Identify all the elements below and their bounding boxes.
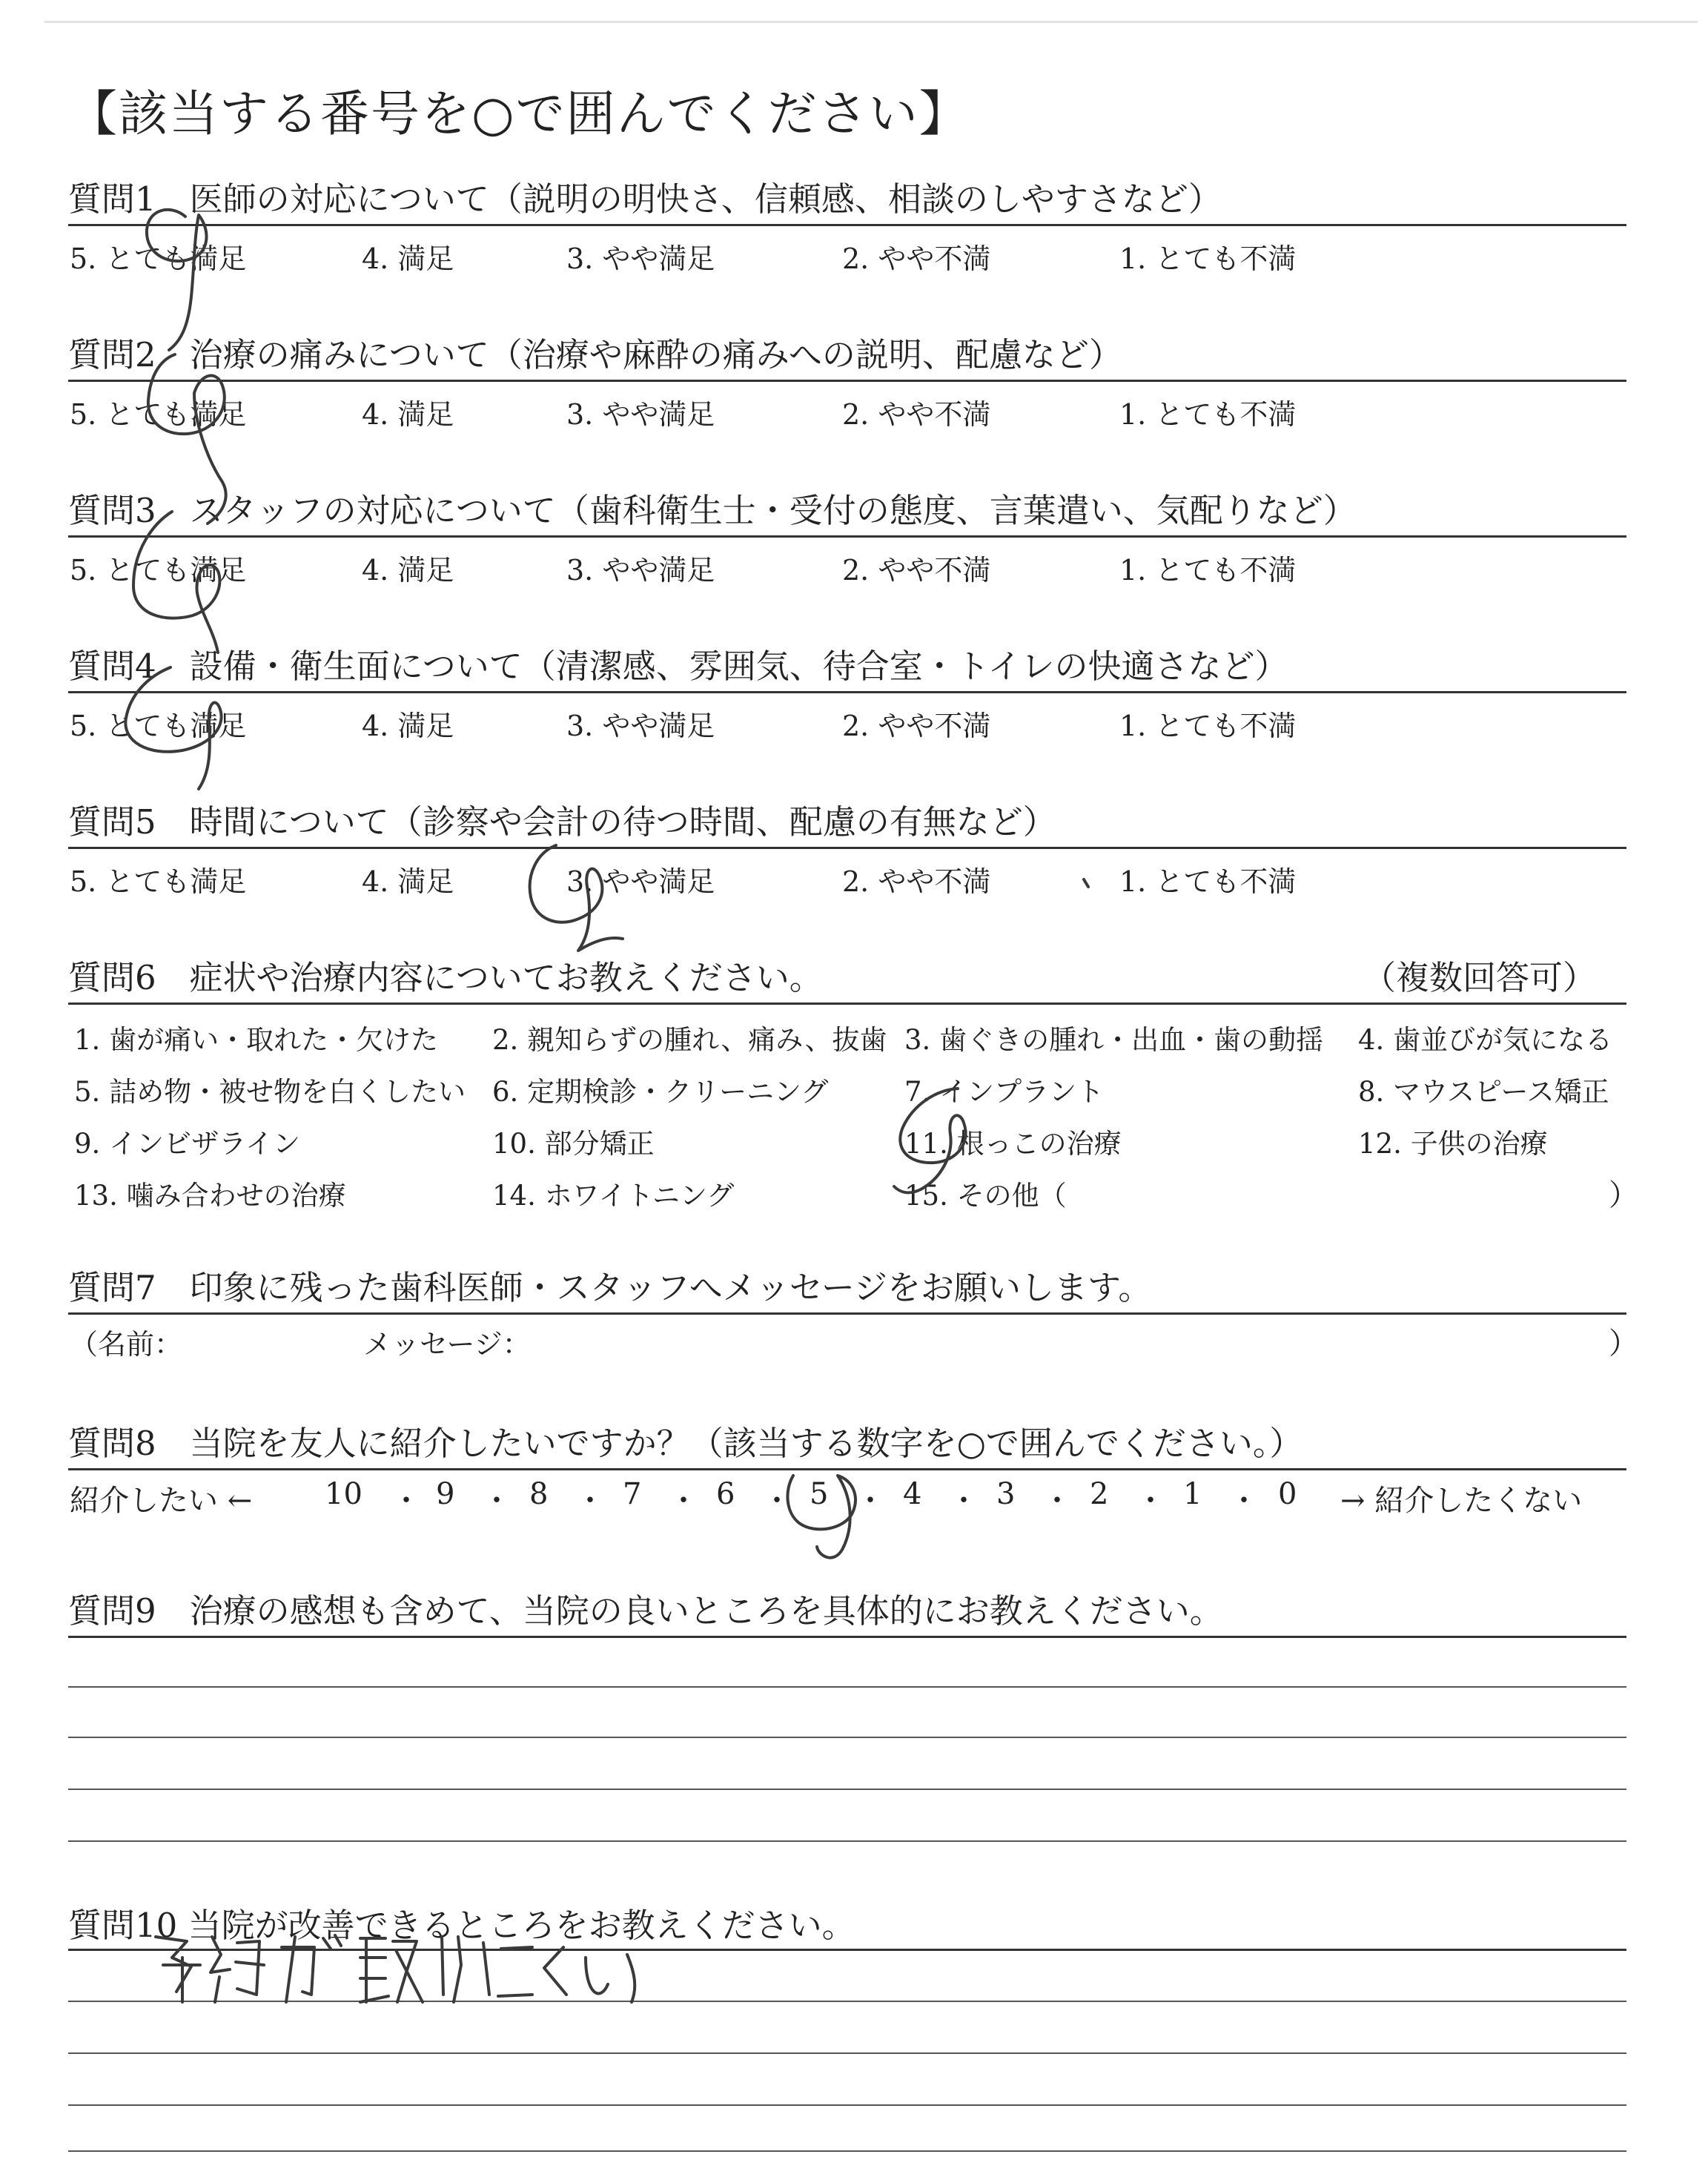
q8-rule (68, 1468, 1626, 1470)
q3-option-2[interactable]: 2. やや不満 (842, 554, 991, 587)
q2-rule (68, 380, 1626, 382)
q1-option-1[interactable]: 1. とても不満 (1119, 242, 1297, 275)
q4-option-4[interactable]: 4. 満足 (362, 710, 454, 742)
q6-item-2[interactable]: 2. 親知らずの腫れ、痛み、抜歯 (492, 1024, 887, 1056)
q8-scale-dot: ・ (1136, 1484, 1165, 1518)
q6-title: 質問6 症状や治療内容についてお教えください。 (68, 958, 823, 997)
q6-item-8[interactable]: 8. マウスピース矯正 (1358, 1076, 1609, 1108)
q9-answer-line[interactable] (68, 1840, 1626, 1842)
q4-option-3[interactable]: 3. やや満足 (566, 710, 715, 742)
q8-scale-0[interactable]: 0 (1278, 1477, 1297, 1511)
q2-option-4[interactable]: 4. 満足 (362, 398, 454, 431)
q4-rule (68, 691, 1626, 693)
q2-option-5[interactable]: 5. とても満足 (70, 398, 247, 431)
q8-scale-dot: ・ (391, 1484, 421, 1518)
q8-scale-10[interactable]: 10 (325, 1477, 363, 1511)
q8-scale-7[interactable]: 7 (623, 1477, 642, 1511)
q3-option-4[interactable]: 4. 満足 (362, 554, 454, 587)
q4-option-2[interactable]: 2. やや不満 (842, 710, 991, 742)
q10-title: 質問10 当院が改善できるところをお教えください。 (68, 1906, 855, 1945)
q3-title: 質問3 スタッフの対応について（歯科衛生士・受付の態度、言葉遣い、気配りなど） (68, 491, 1357, 530)
q10-rule (68, 1949, 1626, 1951)
q6-item-6[interactable]: 6. 定期検診・クリーニング (492, 1076, 829, 1108)
page-title: 【該当する番号を○で囲んでください】 (68, 85, 970, 142)
q6-item-11[interactable]: 11. 根っこの治療 (904, 1128, 1122, 1160)
q7-name-field[interactable]: （名前： (70, 1328, 183, 1361)
q3-option-5[interactable]: 5. とても満足 (70, 554, 247, 587)
q4-option-5[interactable]: 5. とても満足 (70, 710, 247, 742)
q5-option-5[interactable]: 5. とても満足 (70, 865, 247, 898)
q9-rule (68, 1636, 1626, 1638)
q1-title: 質問1 医師の対応について（説明の明快さ、信頼感、相談のしやすさなど） (68, 179, 1222, 219)
q6-item-15-other[interactable]: 15. その他（ (904, 1180, 1067, 1212)
q6-item-14[interactable]: 14. ホワイトニング (492, 1180, 735, 1212)
q2-title: 質問2 治療の痛みについて（治療や麻酔の痛みへの説明、配慮など） (68, 335, 1122, 374)
q6-item-1[interactable]: 1. 歯が痛い・取れた・欠けた (74, 1024, 439, 1056)
q9-answer-line[interactable] (68, 1789, 1626, 1790)
q6-item-3[interactable]: 3. 歯ぐきの腫れ・出血・歯の動揺 (904, 1024, 1324, 1056)
q10-answer-line[interactable] (68, 2150, 1626, 2152)
q10-answer-line[interactable] (68, 2104, 1626, 2106)
q8-scale-right-label: → 紹介したくない (1340, 1484, 1583, 1518)
q8-scale-5[interactable]: 5 (810, 1477, 829, 1511)
q8-scale-dot: ・ (1042, 1484, 1072, 1518)
q8-scale-6[interactable]: 6 (716, 1477, 735, 1511)
q6-multi-answer-note: （複数回答可） (1363, 958, 1597, 997)
q9-answer-line[interactable] (68, 1737, 1626, 1738)
scan-top-edge (44, 21, 1698, 23)
q10-answer-line[interactable] (68, 2001, 1626, 2002)
q6-item-9[interactable]: 9. インビザライン (74, 1128, 300, 1160)
q4-option-1[interactable]: 1. とても不満 (1119, 710, 1297, 742)
q1-rule (68, 224, 1626, 226)
q7-message-field[interactable]: メッセージ： (363, 1328, 531, 1361)
q6-other-close-paren: ） (1609, 1178, 1638, 1212)
q3-option-1[interactable]: 1. とても不満 (1119, 554, 1297, 587)
q5-option-1[interactable]: 1. とても不満 (1119, 865, 1297, 898)
q6-item-10[interactable]: 10. 部分矯正 (492, 1128, 655, 1160)
q5-title: 質問5 時間について（診察や会計の待つ時間、配慮の有無など） (68, 802, 1056, 842)
q8-scale-4[interactable]: 4 (903, 1477, 922, 1511)
q2-option-2[interactable]: 2. やや不満 (842, 398, 991, 431)
q8-scale-dot: ・ (1229, 1484, 1259, 1518)
q2-option-3[interactable]: 3. やや満足 (566, 398, 715, 431)
q8-scale-left-label: 紹介したい ← (70, 1484, 253, 1518)
q2-option-1[interactable]: 1. とても不満 (1119, 398, 1297, 431)
q3-option-3[interactable]: 3. やや満足 (566, 554, 715, 587)
q8-scale-dot: ・ (482, 1484, 512, 1518)
q5-rule (68, 847, 1626, 849)
q5-option-4[interactable]: 4. 満足 (362, 865, 454, 898)
q6-rule (68, 1003, 1626, 1005)
q1-option-4[interactable]: 4. 満足 (362, 242, 454, 275)
q6-item-12[interactable]: 12. 子供の治療 (1358, 1128, 1548, 1160)
q6-item-5[interactable]: 5. 詰め物・被せ物を白くしたい (74, 1076, 466, 1108)
q8-scale-8[interactable]: 8 (529, 1477, 549, 1511)
q8-scale-dot: ・ (949, 1484, 979, 1518)
q1-option-2[interactable]: 2. やや不満 (842, 242, 991, 275)
q8-scale-dot: ・ (855, 1484, 885, 1518)
q7-close-paren: ） (1609, 1327, 1638, 1361)
q6-item-13[interactable]: 13. 噛み合わせの治療 (74, 1180, 346, 1212)
q5-stray-mark (1084, 879, 1088, 887)
q1-option-3[interactable]: 3. やや満足 (566, 242, 715, 275)
q10-answer-line[interactable] (68, 2052, 1626, 2054)
q9-answer-line[interactable] (68, 1686, 1626, 1688)
q1-option-5[interactable]: 5. とても満足 (70, 242, 247, 275)
q7-rule (68, 1312, 1626, 1315)
q4-title: 質問4 設備・衛生面について（清潔感、雰囲気、待合室・トイレの快適さなど） (68, 647, 1288, 686)
q6-item-7[interactable]: 7. インプラント (904, 1076, 1105, 1108)
q6-item-4[interactable]: 4. 歯並びが気になる (1358, 1024, 1613, 1056)
q9-title: 質問9 治療の感想も含めて、当院の良いところを具体的にお教えください。 (68, 1591, 1223, 1631)
q8-scale-3[interactable]: 3 (996, 1477, 1016, 1511)
q8-title: 質問8 当院を友人に紹介したいですか？（該当する数字を○で囲んでください。） (68, 1424, 1303, 1463)
q5-option-3[interactable]: 3. やや満足 (566, 865, 715, 898)
q7-title: 質問7 印象に残った歯科医師・スタッフへメッセージをお願いします。 (68, 1268, 1152, 1307)
q8-scale-1[interactable]: 1 (1183, 1477, 1202, 1511)
q5-option-2[interactable]: 2. やや不満 (842, 865, 991, 898)
q8-scale-dot: ・ (575, 1484, 605, 1518)
q8-scale-dot: ・ (762, 1484, 792, 1518)
q8-scale-9[interactable]: 9 (436, 1477, 455, 1511)
q3-rule (68, 535, 1626, 538)
q8-scale-dot: ・ (669, 1484, 698, 1518)
q8-scale-2[interactable]: 2 (1090, 1477, 1109, 1511)
